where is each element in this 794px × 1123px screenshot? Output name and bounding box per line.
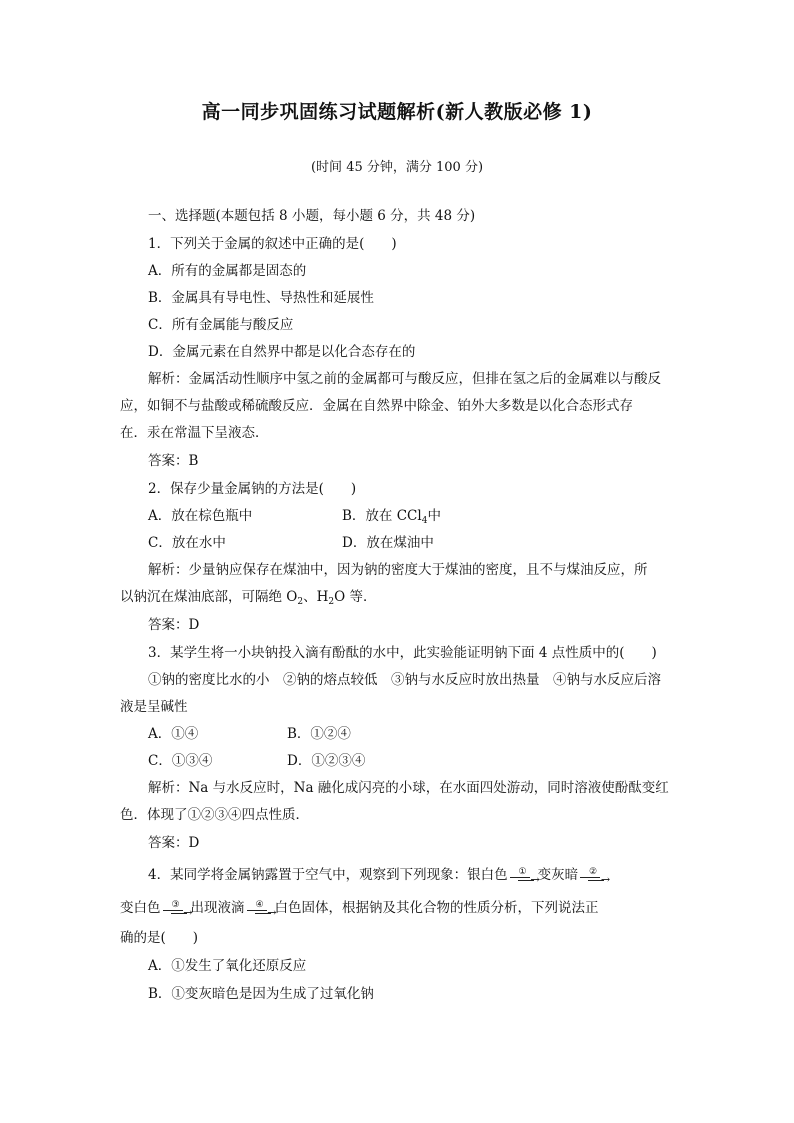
q3-explanation-line-1: 解析：Na 与水反应时，Na 融化成闪亮的小球，在水面四处游动，同时溶液使酚酞变红	[148, 780, 669, 796]
q3-option-b: B．①②④	[287, 726, 351, 742]
q4-stem-line-2: 变白色 ③ → 出现液滴 ④ → 白色固体，根据钠及其化合物的性质分析，下列说法正	[120, 899, 599, 919]
q2-stem: 2．保存少量金属钠的方法是( )	[148, 481, 357, 497]
q1-stem: 1．下列关于金属的叙述中正确的是( )	[148, 236, 397, 252]
q1-option-a: A．所有的金属都是固态的	[148, 263, 307, 279]
q2-option-a: A．放在棕色瓶中	[148, 508, 253, 524]
q2-option-c: C．放在水中	[148, 535, 226, 551]
reaction-arrow-2: ② →	[578, 867, 608, 885]
page-subtitle: (时间 45 分钟，满分 100 分)	[310, 160, 484, 175]
section-heading: 一、选择题(本题包括 8 小题，每小题 6 分，共 48 分)	[148, 208, 476, 224]
reaction-arrow-1: ① →	[508, 867, 538, 885]
q1-explanation-line-2: 应，如铜不与盐酸或稀硫酸反应．金属在自然界中除金、铂外大多数是以化合态形式存	[120, 398, 633, 414]
q4-stem-line-3: 确的是( )	[120, 930, 199, 946]
q1-option-c: C．所有金属能与酸反应	[148, 317, 294, 333]
page-title: 高一同步巩固练习试题解析(新人教版必修 1)	[201, 101, 593, 123]
q1-answer: 答案：B	[148, 453, 199, 469]
reaction-arrow-3: ③ →	[161, 900, 191, 918]
reaction-arrow-4: ④ →	[245, 900, 275, 918]
q4-stem-line-1: 4．某同学将金属钠露置于空气中，观察到下列现象：银白色 ① → 变灰暗 ② →	[148, 866, 611, 886]
q3-option-c: C．①③④	[148, 753, 213, 769]
q1-explanation-line-3: 在．汞在常温下呈液态．	[120, 425, 269, 441]
q1-option-b: B．金属具有导电性、导热性和延展性	[148, 290, 374, 306]
q2-option-b: B．放在 CCl$_4$中	[342, 508, 441, 526]
q3-answer: 答案：D	[148, 835, 200, 851]
q3-properties-line-2: 液是呈碱性	[120, 699, 188, 715]
q2-explanation-line-1: 解析：少量钠应保存在煤油中，因为钠的密度大于煤油的密度，且不与煤油反应，所	[148, 562, 648, 578]
q4-option-a: A．①发生了氧化还原反应	[148, 958, 307, 974]
q3-option-a: A．①④	[148, 726, 199, 742]
q3-option-d: D．①②③④	[287, 753, 366, 769]
q1-option-d: D．金属元素在自然界中都是以化合态存在的	[148, 344, 416, 360]
q3-properties-line-1: ①钠的密度比水的小 ②钠的熔点较低 ③钠与水反应时放出热量 ④钠与水反应后溶	[148, 672, 661, 688]
q3-explanation-line-2: 色．体现了①②③④四点性质．	[120, 807, 309, 823]
q3-stem: 3．某学生将一小块钠投入滴有酚酞的水中，此实验能证明钠下面 4 点性质中的( )	[148, 645, 657, 661]
q2-answer: 答案：D	[148, 617, 200, 633]
q2-explanation-line-2: 以钠沉在煤油底部，可隔绝 $O_2$、$H_2O$ 等．	[120, 589, 377, 607]
q2-option-d: D．放在煤油中	[342, 535, 434, 551]
q1-explanation-line-1: 解析：金属活动性顺序中氢之前的金属都可与酸反应，但排在氢之后的金属难以与酸反	[148, 371, 661, 387]
q4-option-b: B．①变灰暗色是因为生成了过氧化钠	[148, 986, 374, 1002]
